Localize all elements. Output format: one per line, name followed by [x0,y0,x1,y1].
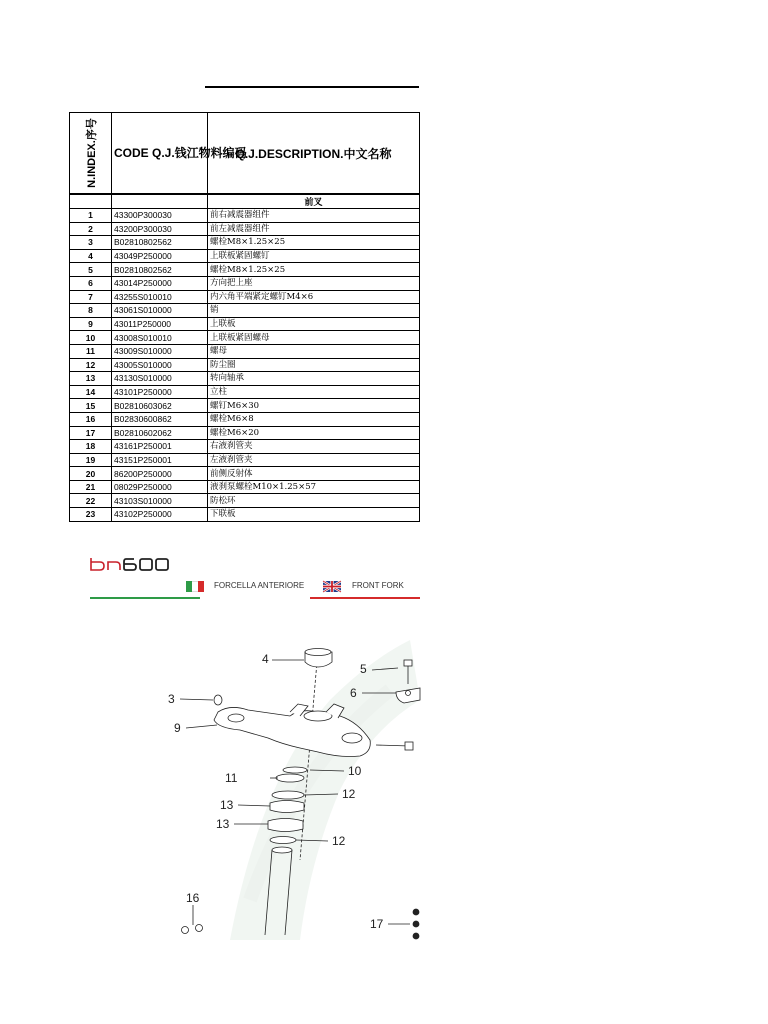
table-row [70,412,420,426]
row-code: 43161P250001 [112,440,208,454]
table-row [70,304,420,318]
row-description: 防松环 [208,494,420,508]
bn600-logo [90,556,180,572]
callout-5: 5 [360,662,367,676]
row-code: 43011P250000 [112,317,208,331]
row-code: 43103S010000 [112,494,208,508]
row-description: 方向把上座 [208,276,420,290]
table-row [70,236,420,250]
row-code: 43009S010000 [112,344,208,358]
table-row [70,399,420,413]
row-index: 23 [70,508,112,522]
table-row [70,222,420,236]
row-code: 43061S010000 [112,304,208,318]
row-index: 13 [70,372,112,386]
table-row [70,467,420,481]
header-description: Q.J.DESCRIPTION.中文名称 [208,113,420,195]
header-code: CODE Q.J.钱江物料编码 [112,113,208,195]
row-description: 上联板紧固螺钉 [208,249,420,263]
row-index: 20 [70,467,112,481]
callout-17: 17 [370,917,384,931]
row-index: 14 [70,385,112,399]
row-index: 22 [70,494,112,508]
tricolor-rule [90,597,420,599]
row-index: 4 [70,249,112,263]
row-description: 螺钉M6×30 [208,399,420,413]
parts-table [69,112,420,522]
row-code: 43049P250000 [112,249,208,263]
callout-6: 6 [350,686,357,700]
uk-flag-icon [323,581,341,592]
row-index: 12 [70,358,112,372]
row-index: 2 [70,222,112,236]
row-description: 下联板 [208,508,420,522]
watermark-logo [230,640,420,940]
callout-3: 3 [168,692,175,706]
row-description: 上联板紧固螺母 [208,331,420,345]
table-row [70,317,420,331]
row-description: 内六角平端紧定螺钉M4×6 [208,290,420,304]
row-code: 08029P250000 [112,480,208,494]
row-code: 43014P250000 [112,276,208,290]
callout-4: 4 [262,652,269,666]
row-description: 螺栓M8×1.25×25 [208,236,420,250]
front-fork-exploded-diagram [150,615,420,940]
english-title: FRONT FORK [352,581,404,590]
row-index: 11 [70,344,112,358]
callout-12-upper: 12 [342,787,356,801]
row-index: 7 [70,290,112,304]
row-code: B02810802562 [112,263,208,277]
row-description: 前右减震器组件 [208,209,420,223]
row-description: 转向轴承 [208,372,420,386]
row-index: 5 [70,263,112,277]
callout-10: 10 [348,764,362,778]
row-description: 液刹泵螺栓M10×1.25×57 [208,480,420,494]
row-index: 18 [70,440,112,454]
row-code: 43130S010000 [112,372,208,386]
row-index: 16 [70,412,112,426]
row-index: 19 [70,453,112,467]
row-description: 螺栓M6×20 [208,426,420,440]
top-rule [205,86,419,88]
callout-13-upper: 13 [220,798,234,812]
row-code: B02810802562 [112,236,208,250]
italian-title: FORCELLA ANTERIORE [214,581,305,590]
row-code: 86200P250000 [112,467,208,481]
row-description: 前左减震器组件 [208,222,420,236]
table-row [70,249,420,263]
callout-16: 16 [186,891,200,905]
row-description: 防尘圈 [208,358,420,372]
row-code: B02810603062 [112,399,208,413]
italy-flag-icon [186,581,204,592]
group-label: 前叉 [208,194,420,209]
callout-9: 9 [174,721,181,735]
table-row [70,358,420,372]
table-row [70,508,420,522]
row-description: 螺母 [208,344,420,358]
header-index [70,113,112,195]
callout-11: 11 [225,771,238,785]
row-description: 左液刹管夹 [208,453,420,467]
svg-text:bn600: bn600 [90,556,93,557]
table-row [70,480,420,494]
row-code: 43102P250000 [112,508,208,522]
row-code: 43300P300030 [112,209,208,223]
row-index: 8 [70,304,112,318]
row-description: 螺栓M8×1.25×25 [208,263,420,277]
table-row [70,344,420,358]
row-description: 上联板 [208,317,420,331]
row-index: 17 [70,426,112,440]
table-row [70,263,420,277]
table-row [70,494,420,508]
row-description: 销 [208,304,420,318]
row-index: 10 [70,331,112,345]
row-code: 43101P250000 [112,385,208,399]
row-code: 43008S010010 [112,331,208,345]
table-row [70,385,420,399]
row-code: B02810602062 [112,426,208,440]
row-code: 43200P300030 [112,222,208,236]
table-header-row [70,113,420,195]
row-code: 43255S010010 [112,290,208,304]
table-row [70,372,420,386]
row-index: 3 [70,236,112,250]
row-index: 21 [70,480,112,494]
row-index: 15 [70,399,112,413]
group-empty [70,194,112,209]
row-index: 6 [70,276,112,290]
table-row [70,453,420,467]
group-row [70,194,420,209]
table-row [70,331,420,345]
row-description: 前侧反射体 [208,467,420,481]
table-row [70,290,420,304]
row-index: 9 [70,317,112,331]
table-row [70,209,420,223]
header-index-label: N.INDEX.序号 [85,118,98,188]
table-row [70,276,420,290]
row-description: 螺栓M6×8 [208,412,420,426]
row-code: 43151P250001 [112,453,208,467]
callout-13-lower: 13 [216,817,230,831]
table-row [70,440,420,454]
row-description: 右液刹管夹 [208,440,420,454]
row-description: 立柱 [208,385,420,399]
row-index: 1 [70,209,112,223]
callout-12-lower: 12 [332,834,346,848]
table-row [70,426,420,440]
group-empty [112,194,208,209]
row-code: 43005S010000 [112,358,208,372]
row-code: B02830600862 [112,412,208,426]
